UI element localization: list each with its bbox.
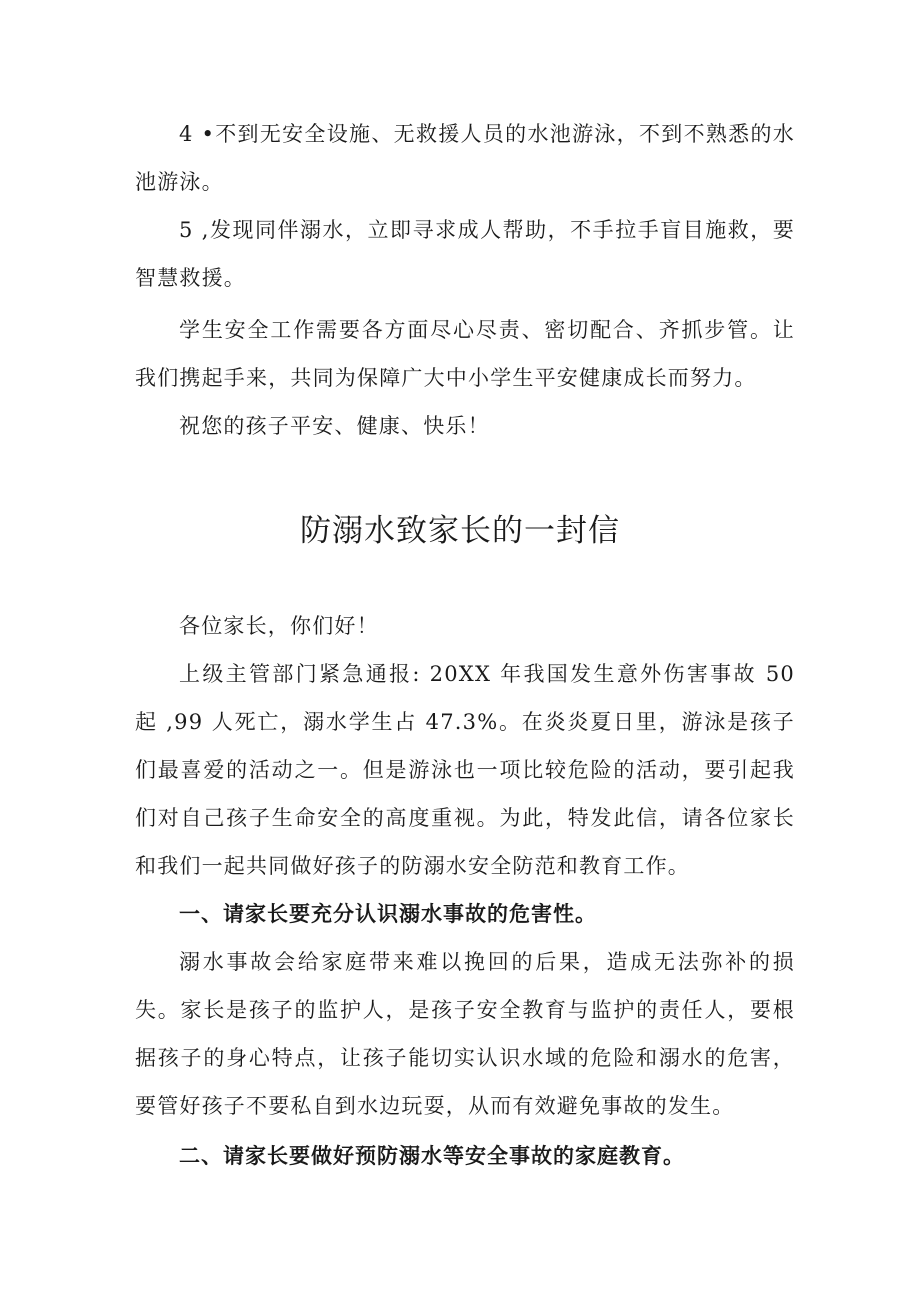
wish-paragraph: 祝您的孩子平安、健康、快乐！ xyxy=(179,414,490,438)
item-5-paragraph: 5 ,发现同伴溺水，立即寻求成人帮助，不手拉手盲目施救，要智慧救援。 xyxy=(135,218,795,290)
intro-paragraph: 上级主管部门紧急通报: 20XX 年我国发生意外伤害事故 50 起 ,99 人死亡，溺水学生占 47.3%。在炎炎夏日里，游泳是孩子们最喜爱的活动之一。但是游泳也一项比较危险的活动，要引起我们对自己孩子生命安全的高度重视。为此，特发此信，请各位家长和我们一起共同做好孩子的防溺水安全防范和教育工作。 xyxy=(135,662,795,878)
summary-paragraph: 学生安全工作需要各方面尽心尽责、密切配合、齐抓步管。让我们携起手来，共同为保障广大中小学生平安健康成长而努力。 xyxy=(135,318,795,390)
letter-title: 防溺水致家长的一封信 xyxy=(300,513,620,549)
section-1-body: 溺水事故会给家庭带来难以挽回的后果，造成无法弥补的损失。家长是孩子的监护人，是孩子安全教育与监护的责任人，要根据孩子的身心特点，让孩子能切实认识水域的危险和溺水的危害，要管好孩子不要私自到水边玩耍，从而有效避免事故的发生。 xyxy=(135,950,795,1118)
greeting-paragraph: 各位家长，你们好！ xyxy=(179,614,379,638)
section-1-heading: 一、请家长要充分认识溺水事故的危害性。 xyxy=(179,902,597,926)
section-2-heading: 二、请家长要做好预防溺水等安全事故的家庭教育。 xyxy=(179,1144,685,1168)
item-4-paragraph: 4 •不到无安全设施、无救援人员的水池游泳，不到不熟悉的水池游泳。 xyxy=(135,122,795,194)
